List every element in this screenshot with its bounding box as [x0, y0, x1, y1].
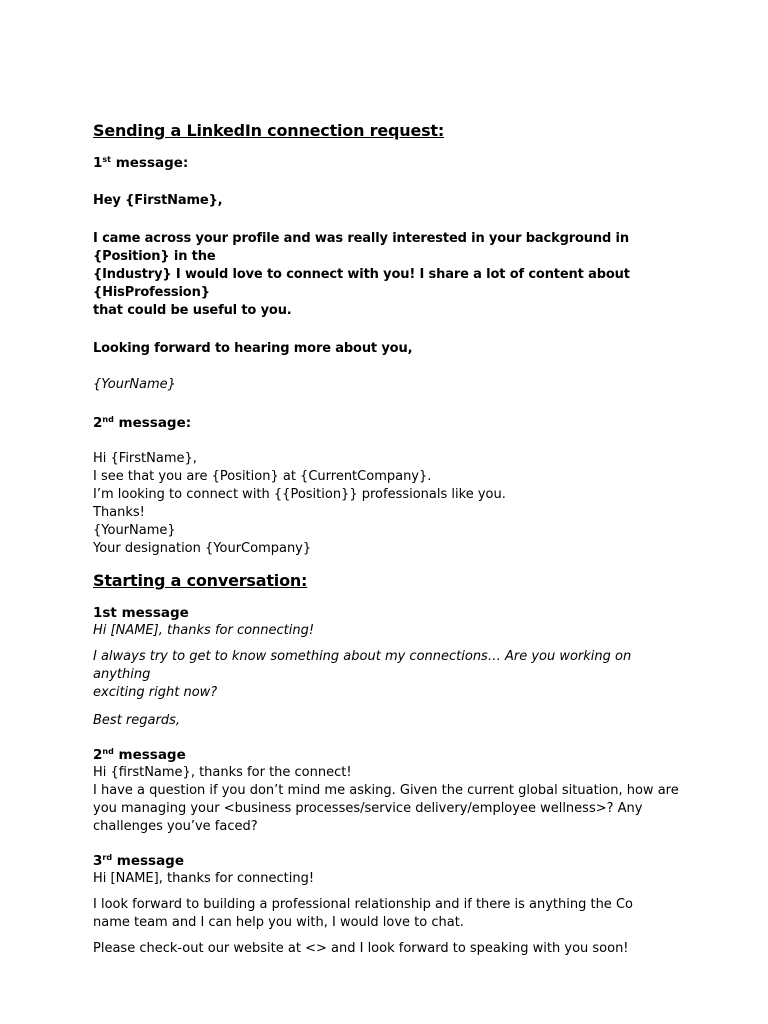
- label-text: message: [112, 853, 185, 869]
- label-number: 2: [93, 747, 103, 763]
- message-line: Hi {firstName}, thanks for the connect!: [93, 765, 352, 780]
- signature-placeholder: {YourName}: [93, 377, 176, 392]
- message-line: Hi [NAME], thanks for connecting!: [93, 623, 315, 638]
- label-ordinal: st: [102, 155, 111, 164]
- message-line: Hi {FirstName},: [93, 451, 197, 466]
- message-label-1st-conversation: 1st message: [93, 605, 189, 621]
- message-line: Hi [NAME], thanks for connecting!: [93, 871, 315, 886]
- closing-line: Looking forward to hearing more about you,: [93, 341, 413, 356]
- message-line: I look forward to building a professional relationship and if there is anything the Co: [93, 897, 633, 912]
- document-content: [93, 120, 683, 958]
- label-number: 1: [93, 155, 103, 171]
- message-label-1st: [93, 154, 683, 172]
- label-ordinal: rd: [102, 853, 113, 862]
- greeting: Hey {FirstName},: [93, 193, 223, 208]
- label-text: message: [113, 747, 186, 763]
- label-ordinal: nd: [102, 747, 114, 756]
- message-line: Please check-out our website at <> and I look forward to speaking with you soon!: [93, 941, 629, 956]
- message-label-2nd: [93, 414, 683, 432]
- message-line: exciting right now?: [93, 685, 218, 700]
- label-text: message:: [111, 155, 189, 171]
- label-number: 2: [93, 415, 103, 431]
- message-label-3rd-conversation: [93, 852, 683, 870]
- body-line: {Industry} I would love to connect with you! I share a lot of content about {HisProfession}: [93, 267, 630, 300]
- message-line: I’m looking to connect with {{Position}} professionals like you.: [93, 487, 506, 502]
- message-line: Thanks!: [93, 505, 145, 520]
- body-line: that could be useful to you.: [93, 303, 292, 318]
- label-ordinal: nd: [102, 415, 114, 424]
- message-line: Your designation {YourCompany}: [93, 541, 312, 556]
- label-text: message:: [113, 415, 192, 431]
- message-line: challenges you’ve faced?: [93, 819, 258, 834]
- message-line: {YourName}: [93, 523, 176, 538]
- message-line: I always try to get to know something about my connections… Are you working on anything: [93, 649, 632, 682]
- label-number: 3: [93, 853, 103, 869]
- closing-line: Best regards,: [93, 713, 180, 728]
- section-heading-connection-request: Sending a LinkedIn connection request:: [93, 121, 445, 140]
- message-line: name team and I can help you with, I would love to chat.: [93, 915, 464, 930]
- message-label-2nd-conversation: [93, 746, 683, 764]
- body-line: I came across your profile and was really interested in your background in {Position} in the: [93, 231, 629, 264]
- message-line: I see that you are {Position} at {CurrentCompany}.: [93, 469, 432, 484]
- message-line: I have a question if you don’t mind me asking. Given the current global situation, how are: [93, 783, 679, 798]
- message-line: you managing your <business processes/service delivery/employee wellness>? Any: [93, 801, 643, 816]
- section-heading-conversation: Starting a conversation:: [93, 571, 308, 590]
